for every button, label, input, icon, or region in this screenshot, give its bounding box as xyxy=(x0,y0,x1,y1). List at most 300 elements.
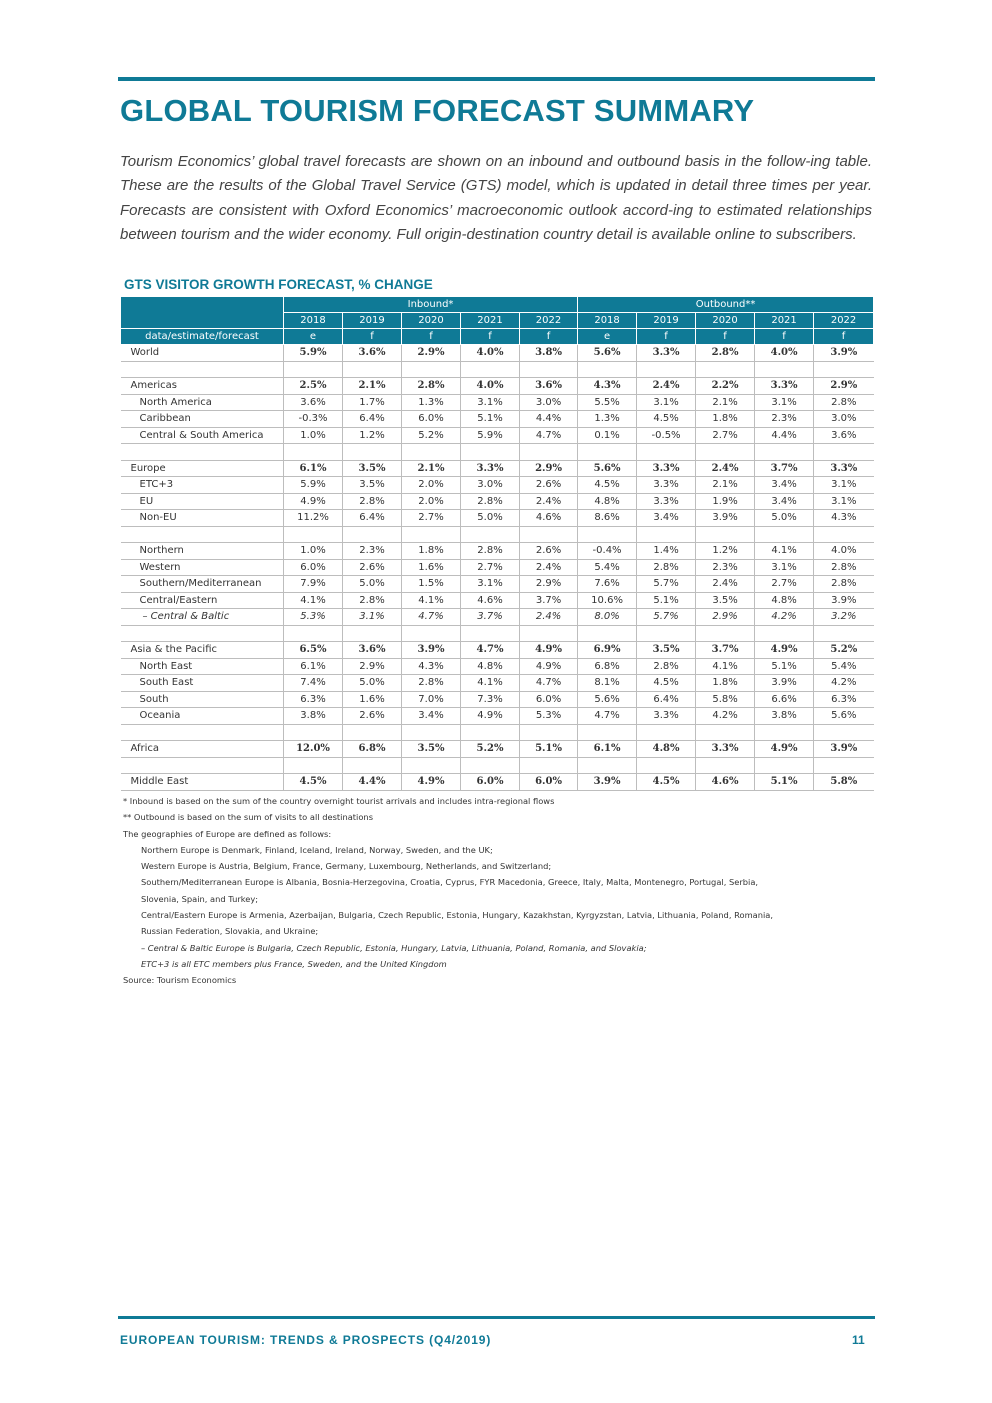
value-cell: 2.2% xyxy=(696,378,755,395)
row-label: Central & South America xyxy=(121,427,284,444)
value-cell: 3.1% xyxy=(343,609,402,626)
value-cell: 5.1% xyxy=(461,411,520,428)
value-cell xyxy=(578,526,637,543)
table-row xyxy=(121,708,874,725)
value-cell xyxy=(578,757,637,774)
value-cell: 2.8% xyxy=(461,543,520,560)
value-cell: 5.0% xyxy=(343,576,402,593)
value-cell: 6.4% xyxy=(343,510,402,527)
spacer-row xyxy=(121,757,874,774)
spacer-row xyxy=(121,625,874,642)
value-cell: 2.3% xyxy=(696,559,755,576)
value-cell xyxy=(343,361,402,378)
value-cell: 3.9% xyxy=(696,510,755,527)
value-cell: 3.3% xyxy=(637,477,696,494)
value-cell: 6.1% xyxy=(284,658,343,675)
value-cell: 7.9% xyxy=(284,576,343,593)
value-cell: 4.5% xyxy=(637,774,696,791)
source-note: Source: Tourism Economics xyxy=(123,975,237,986)
value-cell: 2.4% xyxy=(520,493,578,510)
value-cell: 2.4% xyxy=(520,609,578,626)
table-row xyxy=(121,642,874,659)
value-cell: 3.7% xyxy=(696,642,755,659)
value-cell: 3.9% xyxy=(814,345,874,362)
row-label: ETC+3 xyxy=(121,477,284,494)
value-cell: 4.3% xyxy=(578,378,637,395)
value-cell xyxy=(755,757,814,774)
value-cell xyxy=(814,444,874,461)
value-cell: 5.0% xyxy=(343,675,402,692)
value-cell: -0.5% xyxy=(637,427,696,444)
value-cell: 2.6% xyxy=(343,559,402,576)
value-cell: 3.0% xyxy=(520,394,578,411)
value-cell: 2.8% xyxy=(814,576,874,593)
value-cell: 1.9% xyxy=(696,493,755,510)
footnote: Slovenia, Spain, and Turkey; xyxy=(141,893,259,904)
row-label xyxy=(121,361,284,378)
value-cell xyxy=(814,757,874,774)
value-cell: 5.3% xyxy=(520,708,578,725)
table-row xyxy=(121,609,874,626)
value-cell: 3.9% xyxy=(755,675,814,692)
value-cell: 2.9% xyxy=(814,378,874,395)
value-cell xyxy=(284,526,343,543)
value-cell xyxy=(520,724,578,741)
value-cell: 4.4% xyxy=(343,774,402,791)
value-cell: 3.1% xyxy=(755,394,814,411)
value-cell: 4.6% xyxy=(461,592,520,609)
value-cell: 4.0% xyxy=(461,378,520,395)
value-cell xyxy=(284,361,343,378)
value-cell: 8.1% xyxy=(578,675,637,692)
value-cell: 4.4% xyxy=(520,411,578,428)
value-cell: 3.8% xyxy=(755,708,814,725)
value-cell: 11.2% xyxy=(284,510,343,527)
value-cell xyxy=(343,625,402,642)
value-cell xyxy=(696,526,755,543)
value-cell: 6.8% xyxy=(578,658,637,675)
value-cell: 2.8% xyxy=(696,345,755,362)
type-header: f xyxy=(520,329,578,345)
value-cell: 2.9% xyxy=(520,576,578,593)
value-cell: 5.1% xyxy=(520,741,578,758)
value-cell: 1.2% xyxy=(343,427,402,444)
spacer-row xyxy=(121,361,874,378)
value-cell: 5.4% xyxy=(578,559,637,576)
value-cell xyxy=(461,444,520,461)
value-cell: 2.0% xyxy=(402,493,461,510)
value-cell: 3.1% xyxy=(814,493,874,510)
year-header: 2021 xyxy=(755,313,814,329)
value-cell: 2.4% xyxy=(696,460,755,477)
row-label xyxy=(121,724,284,741)
value-cell: 5.6% xyxy=(578,345,637,362)
value-cell: 6.3% xyxy=(284,691,343,708)
value-cell xyxy=(578,625,637,642)
value-cell: 6.4% xyxy=(343,411,402,428)
value-cell: 6.0% xyxy=(402,411,461,428)
intro-paragraph: Tourism Economics’ global travel forecasts are shown on an inbound and outbound basis in the follow-ing table. These are the results of the Global Travel Service (GTS) model, which is updated in detail three times per year. Forecasts are consistent with Oxford Economics’ macroeconomic outlook accord-ing to estimated relationships between tourism and the wider economy. Full origin-destination country detail is available online to subscribers. xyxy=(120,153,872,243)
value-cell xyxy=(814,361,874,378)
value-cell xyxy=(284,444,343,461)
value-cell: 3.3% xyxy=(637,493,696,510)
value-cell: 3.8% xyxy=(284,708,343,725)
value-cell: 4.9% xyxy=(520,642,578,659)
value-cell: 1.0% xyxy=(284,543,343,560)
value-cell: 4.1% xyxy=(696,658,755,675)
value-cell: 7.6% xyxy=(578,576,637,593)
value-cell: 2.6% xyxy=(520,543,578,560)
type-header: f xyxy=(814,329,874,345)
value-cell: 1.3% xyxy=(402,394,461,411)
year-header: 2021 xyxy=(461,313,520,329)
value-cell: 1.4% xyxy=(637,543,696,560)
value-cell xyxy=(343,757,402,774)
year-header: 2019 xyxy=(343,313,402,329)
value-cell: 5.7% xyxy=(637,576,696,593)
value-cell: 6.9% xyxy=(578,642,637,659)
value-cell: 6.5% xyxy=(284,642,343,659)
value-cell: 2.8% xyxy=(814,559,874,576)
value-cell: 2.9% xyxy=(402,345,461,362)
table-notes xyxy=(123,793,883,989)
value-cell: 2.4% xyxy=(696,576,755,593)
value-cell xyxy=(284,724,343,741)
value-cell xyxy=(637,526,696,543)
table-row xyxy=(121,543,874,560)
value-cell: 4.0% xyxy=(814,543,874,560)
value-cell: 2.8% xyxy=(402,675,461,692)
value-cell: 6.1% xyxy=(578,741,637,758)
value-cell: 4.6% xyxy=(696,774,755,791)
type-label: data/estimate/forecast xyxy=(121,329,284,345)
table-row xyxy=(121,411,874,428)
row-label: Southern/Mediterranean xyxy=(121,576,284,593)
value-cell: 4.4% xyxy=(755,427,814,444)
value-cell: 8.0% xyxy=(578,609,637,626)
value-cell: 1.8% xyxy=(696,411,755,428)
table-row xyxy=(121,427,874,444)
value-cell: 3.3% xyxy=(696,741,755,758)
value-cell xyxy=(461,361,520,378)
row-label: Non-EU xyxy=(121,510,284,527)
value-cell xyxy=(578,724,637,741)
value-cell: 4.8% xyxy=(637,741,696,758)
value-cell: 3.0% xyxy=(461,477,520,494)
value-cell: 3.5% xyxy=(696,592,755,609)
value-cell xyxy=(343,724,402,741)
value-cell xyxy=(520,625,578,642)
value-cell: 2.6% xyxy=(343,708,402,725)
value-cell: 5.3% xyxy=(284,609,343,626)
value-cell: 2.7% xyxy=(755,576,814,593)
value-cell: 3.4% xyxy=(402,708,461,725)
type-header: e xyxy=(284,329,343,345)
year-header: 2020 xyxy=(696,313,755,329)
value-cell: 2.9% xyxy=(520,460,578,477)
footer-title: EUROPEAN TOURISM: TRENDS & PROSPECTS (Q4/2019) xyxy=(120,1333,492,1347)
footnote: The geographies of Europe are defined as follows: xyxy=(123,828,332,839)
value-cell: 12.0% xyxy=(284,741,343,758)
value-cell: 5.2% xyxy=(461,741,520,758)
value-cell: 3.1% xyxy=(755,559,814,576)
value-cell xyxy=(520,361,578,378)
value-cell: 5.8% xyxy=(696,691,755,708)
year-header: 2022 xyxy=(814,313,874,329)
value-cell: 5.9% xyxy=(284,477,343,494)
value-cell xyxy=(461,625,520,642)
type-header: f xyxy=(461,329,520,345)
value-cell xyxy=(696,625,755,642)
type-header: f xyxy=(696,329,755,345)
value-cell: 4.2% xyxy=(755,609,814,626)
value-cell xyxy=(696,361,755,378)
value-cell: 1.8% xyxy=(402,543,461,560)
footnote: ** Outbound is based on the sum of visits to all destinations xyxy=(123,812,374,823)
value-cell: 3.5% xyxy=(343,477,402,494)
value-cell xyxy=(578,444,637,461)
value-cell: 4.1% xyxy=(284,592,343,609)
table-row xyxy=(121,691,874,708)
page-number: 11 xyxy=(852,1333,865,1347)
value-cell: 5.9% xyxy=(461,427,520,444)
page-title: GLOBAL TOURISM FORECAST SUMMARY xyxy=(120,93,755,128)
header-type-row xyxy=(121,329,874,345)
table-row xyxy=(121,510,874,527)
value-cell: 5.9% xyxy=(284,345,343,362)
value-cell: 4.7% xyxy=(520,675,578,692)
row-label xyxy=(121,526,284,543)
row-label xyxy=(121,757,284,774)
footnote: Central/Eastern Europe is Armenia, Azerbaijan, Bulgaria, Czech Republic, Estonia, Hungary, Kazakhstan, Kyrgyzstan, Latvia, Lithuania, Poland, Romania, xyxy=(141,910,774,921)
row-label: Northern xyxy=(121,543,284,560)
value-cell: 4.3% xyxy=(402,658,461,675)
value-cell: 4.8% xyxy=(755,592,814,609)
value-cell xyxy=(755,724,814,741)
value-cell: 5.4% xyxy=(814,658,874,675)
footnote: Western Europe is Austria, Belgium, France, Germany, Luxembourg, Netherlands, and Switzerland; xyxy=(141,861,552,872)
value-cell: 1.8% xyxy=(696,675,755,692)
value-cell: 3.9% xyxy=(402,642,461,659)
value-cell xyxy=(696,757,755,774)
value-cell: 6.0% xyxy=(284,559,343,576)
value-cell: 4.1% xyxy=(402,592,461,609)
value-cell: 3.6% xyxy=(284,394,343,411)
value-cell: 3.3% xyxy=(755,378,814,395)
value-cell: 4.8% xyxy=(578,493,637,510)
value-cell: 6.3% xyxy=(814,691,874,708)
header-group-row xyxy=(121,297,874,313)
type-header: f xyxy=(637,329,696,345)
value-cell: 5.6% xyxy=(578,460,637,477)
value-cell: 2.3% xyxy=(343,543,402,560)
value-cell: 8.6% xyxy=(578,510,637,527)
value-cell: 0.1% xyxy=(578,427,637,444)
type-header: f xyxy=(755,329,814,345)
footnote: – Central & Baltic Europe is Bulgaria, Czech Republic, Estonia, Hungary, Latvia, Lithuania, Poland, Romania, and Slovakia; xyxy=(141,942,647,953)
value-cell: 1.0% xyxy=(284,427,343,444)
value-cell xyxy=(402,361,461,378)
value-cell: 4.1% xyxy=(461,675,520,692)
value-cell: 1.3% xyxy=(578,411,637,428)
value-cell: 3.7% xyxy=(461,609,520,626)
value-cell: 6.6% xyxy=(755,691,814,708)
value-cell: 2.7% xyxy=(461,559,520,576)
row-label: North East xyxy=(121,658,284,675)
value-cell: -0.4% xyxy=(578,543,637,560)
value-cell xyxy=(520,444,578,461)
spacer-row xyxy=(121,526,874,543)
value-cell: 2.1% xyxy=(696,477,755,494)
value-cell: 3.1% xyxy=(461,576,520,593)
row-label: Africa xyxy=(121,741,284,758)
footnote: * Inbound is based on the sum of the country overnight tourist arrivals and includes intra-regional flows xyxy=(123,796,555,806)
value-cell: 6.4% xyxy=(637,691,696,708)
value-cell: 4.9% xyxy=(461,708,520,725)
row-label: Europe xyxy=(121,460,284,477)
table-title: GTS VISITOR GROWTH FORECAST, % CHANGE xyxy=(124,277,433,292)
value-cell xyxy=(755,625,814,642)
value-cell: 2.9% xyxy=(343,658,402,675)
value-cell: 4.8% xyxy=(461,658,520,675)
value-cell: 4.7% xyxy=(578,708,637,725)
row-label: – Central & Baltic xyxy=(121,609,284,626)
table-row xyxy=(121,559,874,576)
value-cell xyxy=(402,625,461,642)
value-cell: 4.9% xyxy=(755,741,814,758)
value-cell xyxy=(696,724,755,741)
value-cell: 3.3% xyxy=(637,345,696,362)
value-cell: 3.2% xyxy=(814,609,874,626)
value-cell: 2.3% xyxy=(755,411,814,428)
value-cell xyxy=(755,526,814,543)
value-cell: 5.1% xyxy=(755,658,814,675)
footnote: Russian Federation, Slovakia, and Ukraine; xyxy=(141,926,319,937)
value-cell: 2.6% xyxy=(520,477,578,494)
value-cell xyxy=(578,361,637,378)
value-cell: 4.9% xyxy=(402,774,461,791)
outbound-header: Outbound** xyxy=(578,297,874,313)
inbound-header: Inbound* xyxy=(284,297,578,313)
table-row xyxy=(121,774,874,791)
table-row xyxy=(121,460,874,477)
value-cell: 5.2% xyxy=(814,642,874,659)
row-label: Western xyxy=(121,559,284,576)
row-label: North America xyxy=(121,394,284,411)
row-label: Central/Eastern xyxy=(121,592,284,609)
table-row xyxy=(121,345,874,362)
value-cell xyxy=(284,757,343,774)
value-cell: 6.0% xyxy=(520,691,578,708)
value-cell: 3.4% xyxy=(755,493,814,510)
value-cell: 6.8% xyxy=(343,741,402,758)
table-row xyxy=(121,493,874,510)
value-cell: 3.4% xyxy=(637,510,696,527)
row-label: South East xyxy=(121,675,284,692)
value-cell xyxy=(520,757,578,774)
value-cell xyxy=(461,526,520,543)
value-cell: 4.1% xyxy=(755,543,814,560)
value-cell: 2.5% xyxy=(284,378,343,395)
value-cell: 3.9% xyxy=(814,592,874,609)
value-cell: 3.7% xyxy=(755,460,814,477)
value-cell xyxy=(461,757,520,774)
value-cell: 3.5% xyxy=(402,741,461,758)
value-cell: 5.1% xyxy=(637,592,696,609)
table-row xyxy=(121,675,874,692)
bottom-rule xyxy=(118,1316,875,1319)
value-cell: 4.6% xyxy=(520,510,578,527)
value-cell: 3.1% xyxy=(814,477,874,494)
value-cell xyxy=(755,444,814,461)
type-header: f xyxy=(402,329,461,345)
value-cell: 4.0% xyxy=(755,345,814,362)
year-header: 2018 xyxy=(284,313,343,329)
top-rule xyxy=(118,77,875,81)
year-header: 2019 xyxy=(637,313,696,329)
value-cell: 1.5% xyxy=(402,576,461,593)
value-cell: 3.9% xyxy=(814,741,874,758)
value-cell xyxy=(637,361,696,378)
value-cell: 4.9% xyxy=(755,642,814,659)
value-cell: 4.5% xyxy=(578,477,637,494)
row-label: Middle East xyxy=(121,774,284,791)
value-cell: 1.6% xyxy=(402,559,461,576)
value-cell: 3.4% xyxy=(755,477,814,494)
value-cell xyxy=(402,757,461,774)
value-cell xyxy=(637,724,696,741)
value-cell: 3.3% xyxy=(814,460,874,477)
row-label: World xyxy=(121,345,284,362)
value-cell: 10.6% xyxy=(578,592,637,609)
value-cell: 5.0% xyxy=(461,510,520,527)
table-row xyxy=(121,741,874,758)
value-cell: 4.2% xyxy=(814,675,874,692)
value-cell xyxy=(814,526,874,543)
value-cell: 2.8% xyxy=(637,559,696,576)
row-label: Caribbean xyxy=(121,411,284,428)
value-cell: 2.8% xyxy=(343,493,402,510)
value-cell: 5.7% xyxy=(637,609,696,626)
table-row xyxy=(121,658,874,675)
value-cell: 5.5% xyxy=(578,394,637,411)
value-cell: 2.8% xyxy=(402,378,461,395)
value-cell: 2.1% xyxy=(696,394,755,411)
value-cell: 5.6% xyxy=(814,708,874,725)
value-cell: 2.8% xyxy=(814,394,874,411)
value-cell: 2.7% xyxy=(696,427,755,444)
value-cell: 7.4% xyxy=(284,675,343,692)
row-label xyxy=(121,444,284,461)
value-cell xyxy=(814,625,874,642)
value-cell: 3.0% xyxy=(814,411,874,428)
value-cell: 4.0% xyxy=(461,345,520,362)
value-cell: 3.1% xyxy=(461,394,520,411)
value-cell: 3.6% xyxy=(520,378,578,395)
value-cell: 2.7% xyxy=(402,510,461,527)
value-cell xyxy=(402,444,461,461)
footnote: Southern/Mediterranean Europe is Albania, Bosnia-Herzegovina, Croatia, Cyprus, FYR Macedonia, Greece, Italy, Malta, Montenegro, Portugal, Serbia, xyxy=(141,877,759,888)
value-cell xyxy=(696,444,755,461)
row-label: Asia & the Pacific xyxy=(121,642,284,659)
value-cell: 2.1% xyxy=(402,460,461,477)
value-cell: 3.3% xyxy=(637,708,696,725)
type-header: e xyxy=(578,329,637,345)
value-cell: 4.3% xyxy=(814,510,874,527)
value-cell: 5.8% xyxy=(814,774,874,791)
year-header: 2020 xyxy=(402,313,461,329)
value-cell: 4.5% xyxy=(284,774,343,791)
